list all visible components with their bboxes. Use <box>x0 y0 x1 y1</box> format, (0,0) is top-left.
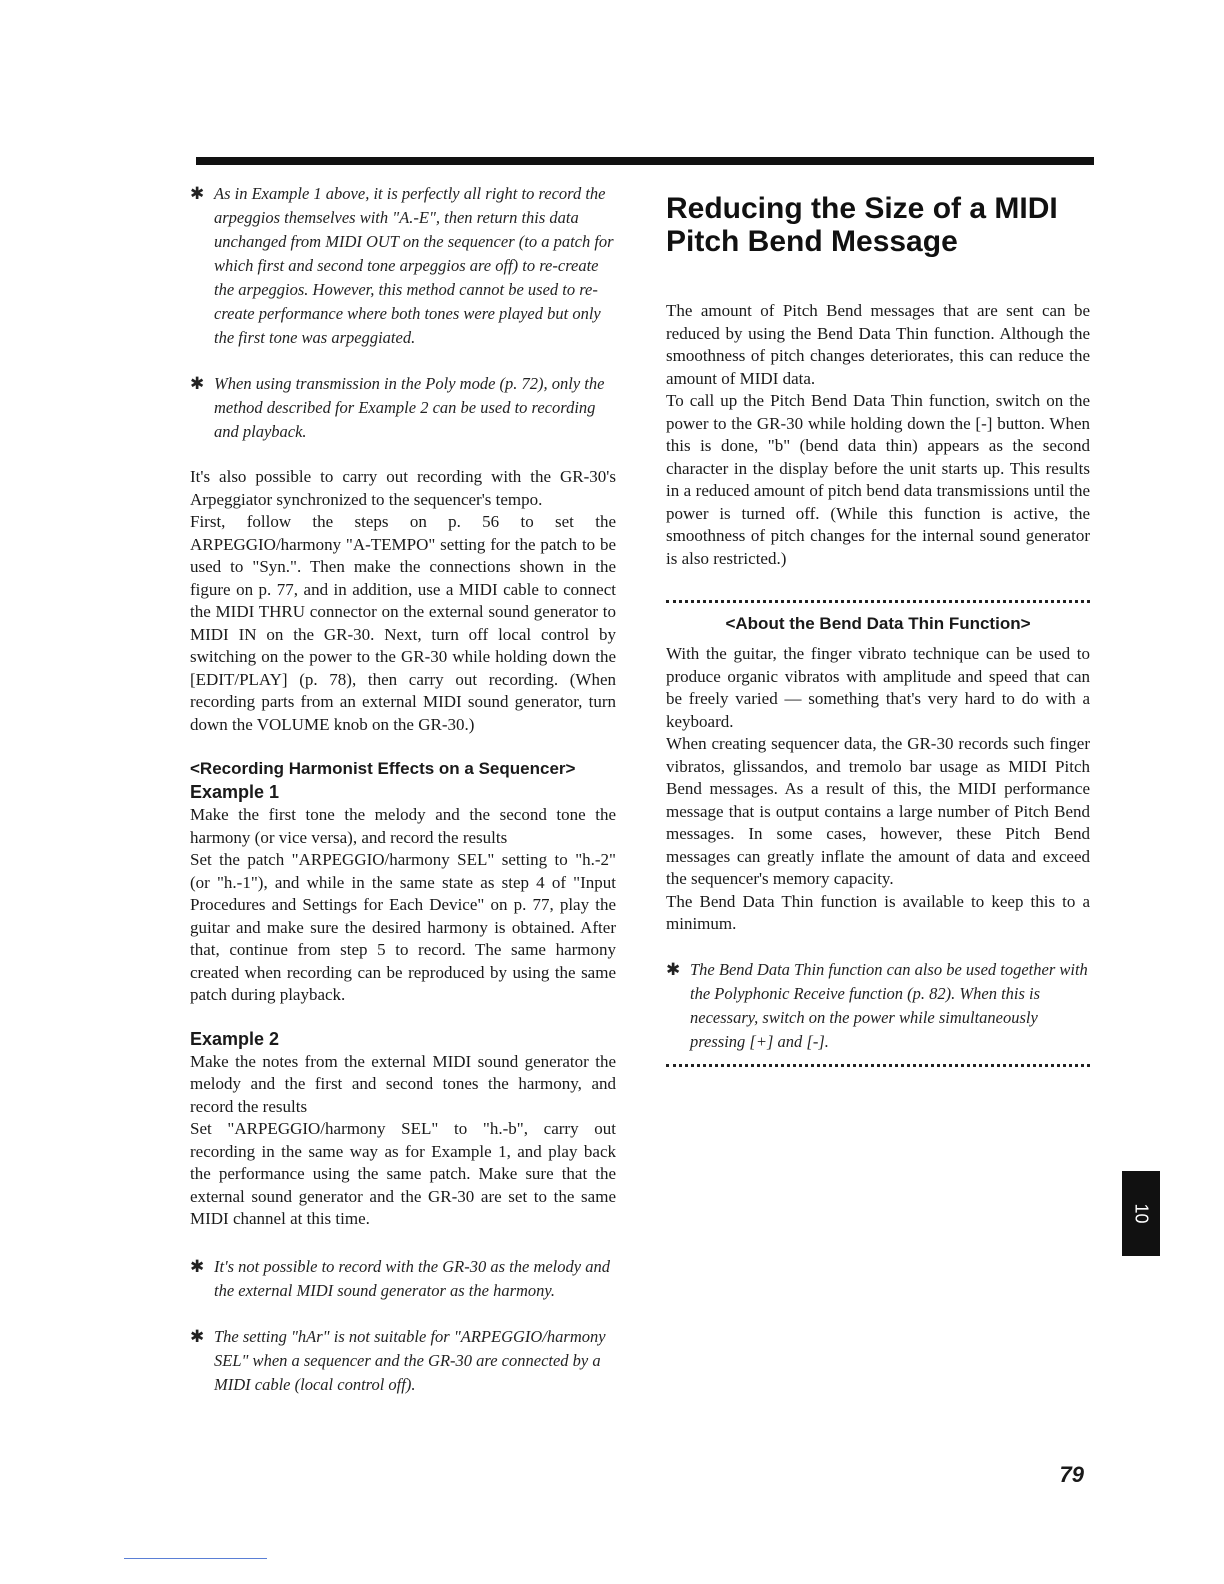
dotted-divider <box>666 600 1090 603</box>
paragraph-sync-procedure: First, follow the steps on p. 56 to set the ARPEGGIO/harmony "A-TEMPO" setting for the patch to be used to "Syn.". Then make the connections shown in the figure on p. 77, and in addition, use a MIDI cable to connect the MIDI THRU connector on the external sound generator to MIDI IN on the GR-30. Next, turn off local control by switching on the power to the GR-30 while holding down the [EDIT/PLAY] (p. 78), then carry out recording. (When recording parts from an external MIDI sound generator, turn down the VOLUME knob on the GR-30.) <box>190 512 616 734</box>
paragraph-bend-thin-intro: The amount of Pitch Bend messages that are sent can be reduced by using the Bend Data Thin function. Although the smoothness of pitch changes deteriorates, this can reduce the amount of MIDI data. <box>666 301 1090 388</box>
note-asterisk-icon: ✱ <box>190 374 205 393</box>
example1-paragraph-intro: Make the first tone the melody and the second tone the harmony (or vice versa), and record the results <box>190 805 616 847</box>
top-rule <box>196 157 1094 165</box>
footer-line <box>124 1558 267 1559</box>
note-arpeggio-recording <box>190 182 616 350</box>
section-heading-harmonist: <Recording Harmonist Effects on a Sequencer> <box>190 759 576 778</box>
example1-paragraph-procedure: Set the patch "ARPEGGIO/harmony SEL" setting to "h.-2" (or "h.-1"), and while in the same state as step 4 of "Input Procedures and Settings for Each Device" on p. 77, play the guitar and make sure the desired harmony is obtained. After that, continue from step 5 to record. The same harmony created when recording can be reproduced by using the same patch during playback. <box>190 850 616 1004</box>
about-heading: <About the Bend Data Thin Function> <box>725 614 1031 633</box>
note-melody-limitation <box>190 1255 616 1303</box>
example2-title: Example 2 <box>190 1028 280 1049</box>
note-text: The Bend Data Thin function can also be used together with the Polyphonic Receive function (p. 82). When this is necessary, switch on the power while simultaneously pressing [+] and [-]. <box>690 959 1088 1051</box>
section-title: Reducing the Size of a MIDI Pitch Bend Message <box>666 192 1058 258</box>
example1-title: Example 1 <box>190 782 280 802</box>
note-har-setting <box>190 1325 616 1397</box>
chapter-tab-label: 10 <box>1131 1203 1152 1224</box>
example2-paragraph-procedure: Set "ARPEGGIO/harmony SEL" to "h.-b", carry out recording in the same way as for Example 1, and play back the performance using the same patch. Make sure that the external sound generator and the GR-30 are set to the same MIDI channel at this time. <box>190 1119 616 1228</box>
note-text: The setting "hAr" is not suitable for "ARPEGGIO/harmony SEL" when a sequencer and the GR-30 are connected by a MIDI cable (local control off). <box>214 1326 606 1394</box>
paragraph-bend-thin-procedure: To call up the Pitch Bend Data Thin function, switch on the power to the GR-30 while holding down the [-] button. When this is done, "b" (bend data thin) appears as the second character in the display before the unit starts up. This results in a reduced amount of pitch bend data transmissions until the power is turned off. (While this function is active, the smoothness of pitch changes for the internal sound generator is also restricted.) <box>666 391 1090 568</box>
note-text: When using transmission in the Poly mode (p. 72), only the method described for Example 2 can be used to recording and playback. <box>214 374 605 441</box>
about-paragraph-sequencer: When creating sequencer data, the GR-30 records such finger vibratos, glissandos, and tremolo bar usage as MIDI Pitch Bend messages. As a result of this, the MIDI performance message that is output contains a large number of Pitch Bend messages. In some cases, however, these Pitch Bend messages can greatly inflate the amount of data and exceed the sequencer's memory capacity. <box>666 734 1090 888</box>
note-asterisk-icon: ✱ <box>190 1256 205 1276</box>
note-text: As in Example 1 above, it is perfectly all right to record the arpeggios themselves with "A.-E", then return this data unchanged from MIDI OUT on the sequencer (to a patch for which first and second tone arpeggios are off) to re-create the arpeggios. However, this method cannot be used to re-create performance where both tones were played but only the first tone was arpeggiated. <box>214 184 614 347</box>
left-column <box>190 182 616 1419</box>
note-polyphonic-receive <box>666 958 1090 1054</box>
about-paragraph-minimum: The Bend Data Thin function is available to keep this to a minimum. <box>666 891 1090 933</box>
note-poly-mode <box>190 372 616 444</box>
paragraph-arpeggiator-sync: It's also possible to carry out recording with the GR-30's Arpeggiator synchronized to the sequencer's tempo. <box>190 467 616 509</box>
right-column <box>666 182 1090 1067</box>
note-asterisk-icon: ✱ <box>666 959 681 979</box>
note-text: It's not possible to record with the GR-30 as the melody and the external MIDI sound generator as the harmony. <box>214 1256 610 1300</box>
dotted-divider <box>666 1064 1090 1067</box>
example2-paragraph-intro: Make the notes from the external MIDI sound generator the melody and the first and second tones the harmony, and record the results <box>190 1051 616 1116</box>
note-asterisk-icon: ✱ <box>190 184 205 203</box>
page-number: 79 <box>1059 1462 1084 1487</box>
about-paragraph-vibrato: With the guitar, the finger vibrato technique can be used to produce organic vibratos with amplitude and speed that can be freely varied — something that's very hard to do with a keyboard. <box>666 644 1090 731</box>
chapter-tab <box>1122 1171 1160 1256</box>
note-asterisk-icon: ✱ <box>190 1326 205 1346</box>
